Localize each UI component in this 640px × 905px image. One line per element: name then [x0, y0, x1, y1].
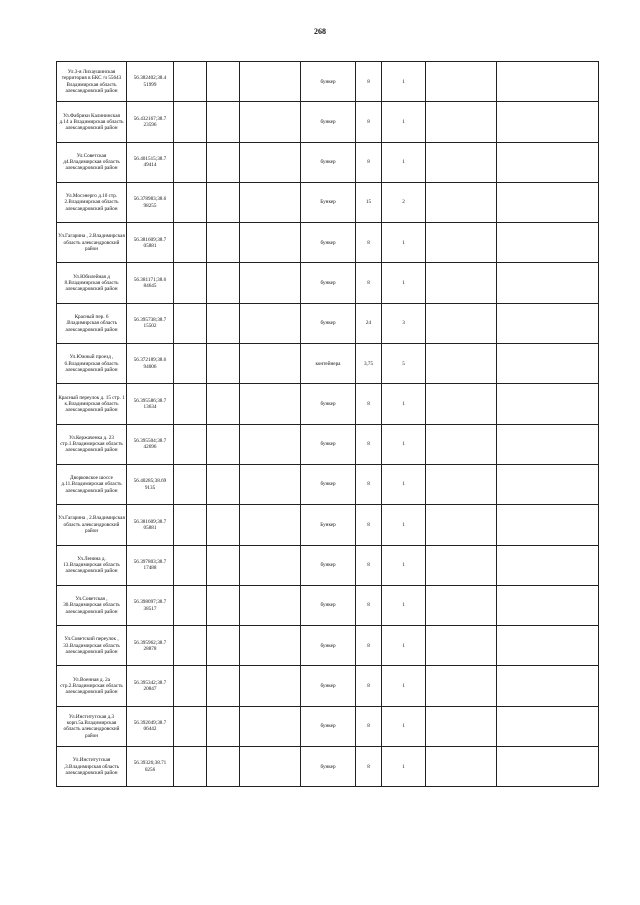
coordinates-cell: 56.397803;38.7 17488	[127, 545, 174, 585]
empty-cell	[207, 585, 240, 625]
empty-cell	[497, 62, 599, 102]
address-cell: Ул.Советская д4.Владимирская область александровский район	[57, 142, 127, 182]
volume-cell: 8	[356, 505, 382, 545]
volume-cell: 3,75	[356, 344, 382, 384]
empty-cell	[207, 62, 240, 102]
empty-cell	[426, 545, 497, 585]
table-row	[57, 344, 599, 384]
empty-cell	[174, 585, 207, 625]
volume-cell: 8	[356, 223, 382, 263]
empty-cell	[240, 464, 301, 504]
coordinates-cell: 56.381609;38.7 05881	[127, 223, 174, 263]
empty-cell	[174, 62, 207, 102]
empty-cell	[174, 223, 207, 263]
address-cell: Ул.Ленина д. 13.Владимирская область александровский район	[57, 545, 127, 585]
empty-cell	[426, 706, 497, 746]
empty-cell	[207, 223, 240, 263]
empty-cell	[174, 142, 207, 182]
container-type-cell: бункер	[301, 263, 356, 303]
empty-cell	[426, 223, 497, 263]
empty-cell	[497, 747, 599, 787]
empty-cell	[207, 666, 240, 706]
coordinates-cell: 56.395342;38.7 20847	[127, 666, 174, 706]
table-row	[57, 303, 599, 343]
empty-cell	[207, 384, 240, 424]
coordinates-cell: 56.395586;38.7 13634	[127, 384, 174, 424]
coordinates-cell: 56.395962;38.7 28878	[127, 626, 174, 666]
table-body	[57, 62, 599, 787]
address-cell: Ул.Кержаченка д. 23 стр.1.Владимирская область александровский район	[57, 424, 127, 464]
container-type-cell: бункер	[301, 384, 356, 424]
container-type-cell: бункер	[301, 62, 356, 102]
count-cell: 1	[382, 706, 426, 746]
empty-cell	[240, 384, 301, 424]
address-cell: Ул.Институтская д.3 корп.5а.Владимирская область александровский район	[57, 706, 127, 746]
empty-cell	[497, 303, 599, 343]
empty-cell	[426, 384, 497, 424]
empty-cell	[207, 626, 240, 666]
empty-cell	[240, 344, 301, 384]
coordinates-cell: 56.395738;38.7 15502	[127, 303, 174, 343]
address-cell: Ул.Юбилейная д 8.Владимирская область александровский район	[57, 263, 127, 303]
empty-cell	[497, 545, 599, 585]
volume-cell: 8	[356, 666, 382, 706]
table-row	[57, 585, 599, 625]
empty-cell	[174, 706, 207, 746]
container-type-cell: бункер	[301, 626, 356, 666]
volume-cell: 8	[356, 263, 382, 303]
container-type-cell: контейнера	[301, 344, 356, 384]
empty-cell	[174, 102, 207, 142]
empty-cell	[174, 303, 207, 343]
empty-cell	[240, 666, 301, 706]
empty-cell	[240, 585, 301, 625]
volume-cell: 8	[356, 384, 382, 424]
empty-cell	[240, 303, 301, 343]
empty-cell	[240, 102, 301, 142]
container-type-cell: бункер	[301, 464, 356, 504]
container-type-cell: бункер	[301, 303, 356, 343]
count-cell: 1	[382, 464, 426, 504]
volume-cell: 15	[356, 182, 382, 222]
volume-cell: 8	[356, 62, 382, 102]
address-cell: Ул.Военная д. 2а стр.2.Владимирская область александровский район	[57, 666, 127, 706]
empty-cell	[174, 182, 207, 222]
table-row	[57, 666, 599, 706]
empty-cell	[174, 424, 207, 464]
waste-container-sites-table	[56, 61, 599, 787]
table-row	[57, 545, 599, 585]
coordinates-cell: 56.372189;38.6 94006	[127, 344, 174, 384]
volume-cell: 8	[356, 706, 382, 746]
empty-cell	[207, 182, 240, 222]
empty-cell	[240, 182, 301, 222]
empty-cell	[497, 505, 599, 545]
empty-cell	[240, 424, 301, 464]
empty-cell	[174, 666, 207, 706]
empty-cell	[497, 182, 599, 222]
empty-cell	[174, 626, 207, 666]
empty-cell	[497, 384, 599, 424]
empty-cell	[240, 263, 301, 303]
empty-cell	[240, 505, 301, 545]
empty-cell	[426, 505, 497, 545]
address-cell: Красный переулок д. 15 стр. 1 к.Владимирская область александровский район	[57, 384, 127, 424]
volume-cell: 8	[356, 585, 382, 625]
table-row	[57, 706, 599, 746]
empty-cell	[207, 424, 240, 464]
empty-cell	[207, 505, 240, 545]
address-cell: Ул.Мосэнерго д.10 стр. 2.Владимирская область александровский район	[57, 182, 127, 222]
coordinates-cell: 56.395504;38.7 42696	[127, 424, 174, 464]
count-cell: 1	[382, 223, 426, 263]
empty-cell	[174, 505, 207, 545]
empty-cell	[240, 545, 301, 585]
empty-cell	[497, 344, 599, 384]
coordinates-cell: 56.39326;38.71 0256	[127, 747, 174, 787]
coordinates-cell: 56.382402;38.4 51999	[127, 62, 174, 102]
empty-cell	[207, 706, 240, 746]
empty-cell	[240, 223, 301, 263]
count-cell: 1	[382, 263, 426, 303]
table-row	[57, 102, 599, 142]
empty-cell	[207, 102, 240, 142]
table-row	[57, 464, 599, 504]
empty-cell	[207, 464, 240, 504]
empty-cell	[207, 344, 240, 384]
empty-cell	[174, 263, 207, 303]
address-cell: Ул.Институтская ,3.Владимирская область александровский район	[57, 747, 127, 787]
container-type-cell: бункер	[301, 545, 356, 585]
table-row	[57, 384, 599, 424]
volume-cell: 8	[356, 626, 382, 666]
coordinates-cell: 56.378983;38.6 98255	[127, 182, 174, 222]
volume-cell: 8	[356, 747, 382, 787]
empty-cell	[207, 142, 240, 182]
table-row	[57, 747, 599, 787]
address-cell: Ул.Советский переулок , 33.Владимирская область александровский район	[57, 626, 127, 666]
count-cell: 1	[382, 747, 426, 787]
empty-cell	[497, 263, 599, 303]
coordinates-cell: 56.401515;38.7 49414	[127, 142, 174, 182]
address-cell: Ул.Гагарина , 2.Владимирская область александровский район	[57, 223, 127, 263]
empty-cell	[174, 747, 207, 787]
count-cell: 1	[382, 505, 426, 545]
empty-cell	[240, 62, 301, 102]
count-cell: 1	[382, 62, 426, 102]
empty-cell	[497, 464, 599, 504]
empty-cell	[497, 223, 599, 263]
empty-cell	[426, 62, 497, 102]
count-cell: 1	[382, 666, 426, 706]
empty-cell	[426, 263, 497, 303]
count-cell: 1	[382, 142, 426, 182]
address-cell: Ул.Фабрики Калининская д.14 а Владимирская область александровский район	[57, 102, 127, 142]
empty-cell	[174, 464, 207, 504]
coordinates-cell: 56.40285;38.69 9135	[127, 464, 174, 504]
coordinates-cell: 56.392049;38.7 06442	[127, 706, 174, 746]
container-type-cell: бункер	[301, 142, 356, 182]
empty-cell	[207, 263, 240, 303]
volume-cell: 8	[356, 545, 382, 585]
empty-cell	[240, 747, 301, 787]
address-cell: Красный пер. 6 .Владимирская область александровский район	[57, 303, 127, 343]
empty-cell	[426, 344, 497, 384]
container-type-cell: бункер	[301, 223, 356, 263]
container-type-cell: Бункер	[301, 505, 356, 545]
volume-cell: 24	[356, 303, 382, 343]
empty-cell	[426, 424, 497, 464]
container-type-cell: бункер	[301, 102, 356, 142]
address-cell: Ул.Советская , 30.Владимирская область александровский район	[57, 585, 127, 625]
table-row	[57, 626, 599, 666]
empty-cell	[207, 545, 240, 585]
empty-cell	[497, 585, 599, 625]
container-type-cell: бункер	[301, 666, 356, 706]
container-type-cell: бункер	[301, 706, 356, 746]
count-cell: 3	[382, 303, 426, 343]
empty-cell	[426, 464, 497, 504]
empty-cell	[426, 626, 497, 666]
coordinates-cell: 56.381171;38.6 84645	[127, 263, 174, 303]
count-cell: 1	[382, 626, 426, 666]
container-type-cell: Бункер	[301, 182, 356, 222]
coordinates-cell: 56.432167;38.7 23596	[127, 102, 174, 142]
empty-cell	[207, 303, 240, 343]
volume-cell: 8	[356, 464, 382, 504]
empty-cell	[497, 142, 599, 182]
address-cell: Ул.Гагарина , 2.Владимирская область александровский район	[57, 505, 127, 545]
coordinates-cell: 56.381609;38.7 05881	[127, 505, 174, 545]
table-row	[57, 223, 599, 263]
count-cell: 1	[382, 424, 426, 464]
empty-cell	[426, 303, 497, 343]
empty-cell	[174, 384, 207, 424]
container-type-cell: бункер	[301, 585, 356, 625]
count-cell: 1	[382, 545, 426, 585]
empty-cell	[426, 142, 497, 182]
empty-cell	[426, 585, 497, 625]
table-row	[57, 182, 599, 222]
empty-cell	[174, 545, 207, 585]
count-cell: 2	[382, 182, 426, 222]
table-row	[57, 142, 599, 182]
volume-cell: 8	[356, 102, 382, 142]
address-cell: Ул.3-я Лихаушинская территория в БКС /ч 55643 Владимирская область александровский район	[57, 62, 127, 102]
table-row	[57, 62, 599, 102]
empty-cell	[497, 102, 599, 142]
empty-cell	[497, 424, 599, 464]
empty-cell	[497, 706, 599, 746]
table-row	[57, 505, 599, 545]
count-cell: 1	[382, 384, 426, 424]
empty-cell	[240, 706, 301, 746]
empty-cell	[426, 102, 497, 142]
empty-cell	[207, 747, 240, 787]
volume-cell: 8	[356, 142, 382, 182]
empty-cell	[497, 666, 599, 706]
empty-cell	[426, 747, 497, 787]
count-cell: 1	[382, 585, 426, 625]
table-row	[57, 263, 599, 303]
coordinates-cell: 56.398097;38.7 38517	[127, 585, 174, 625]
container-type-cell: бункер	[301, 747, 356, 787]
count-cell: 1	[382, 102, 426, 142]
empty-cell	[497, 626, 599, 666]
empty-cell	[426, 182, 497, 222]
empty-cell	[426, 666, 497, 706]
empty-cell	[240, 142, 301, 182]
address-cell: Ул.Южный проезд , 6.Владимирская область александровский район	[57, 344, 127, 384]
address-cell: Дворковское шоссе д.11.Владимирская область александровский район	[57, 464, 127, 504]
empty-cell	[240, 626, 301, 666]
empty-cell	[174, 344, 207, 384]
container-type-cell: бункер	[301, 424, 356, 464]
page-number: 268	[314, 27, 326, 36]
count-cell: 5	[382, 344, 426, 384]
table-row	[57, 424, 599, 464]
volume-cell: 8	[356, 424, 382, 464]
